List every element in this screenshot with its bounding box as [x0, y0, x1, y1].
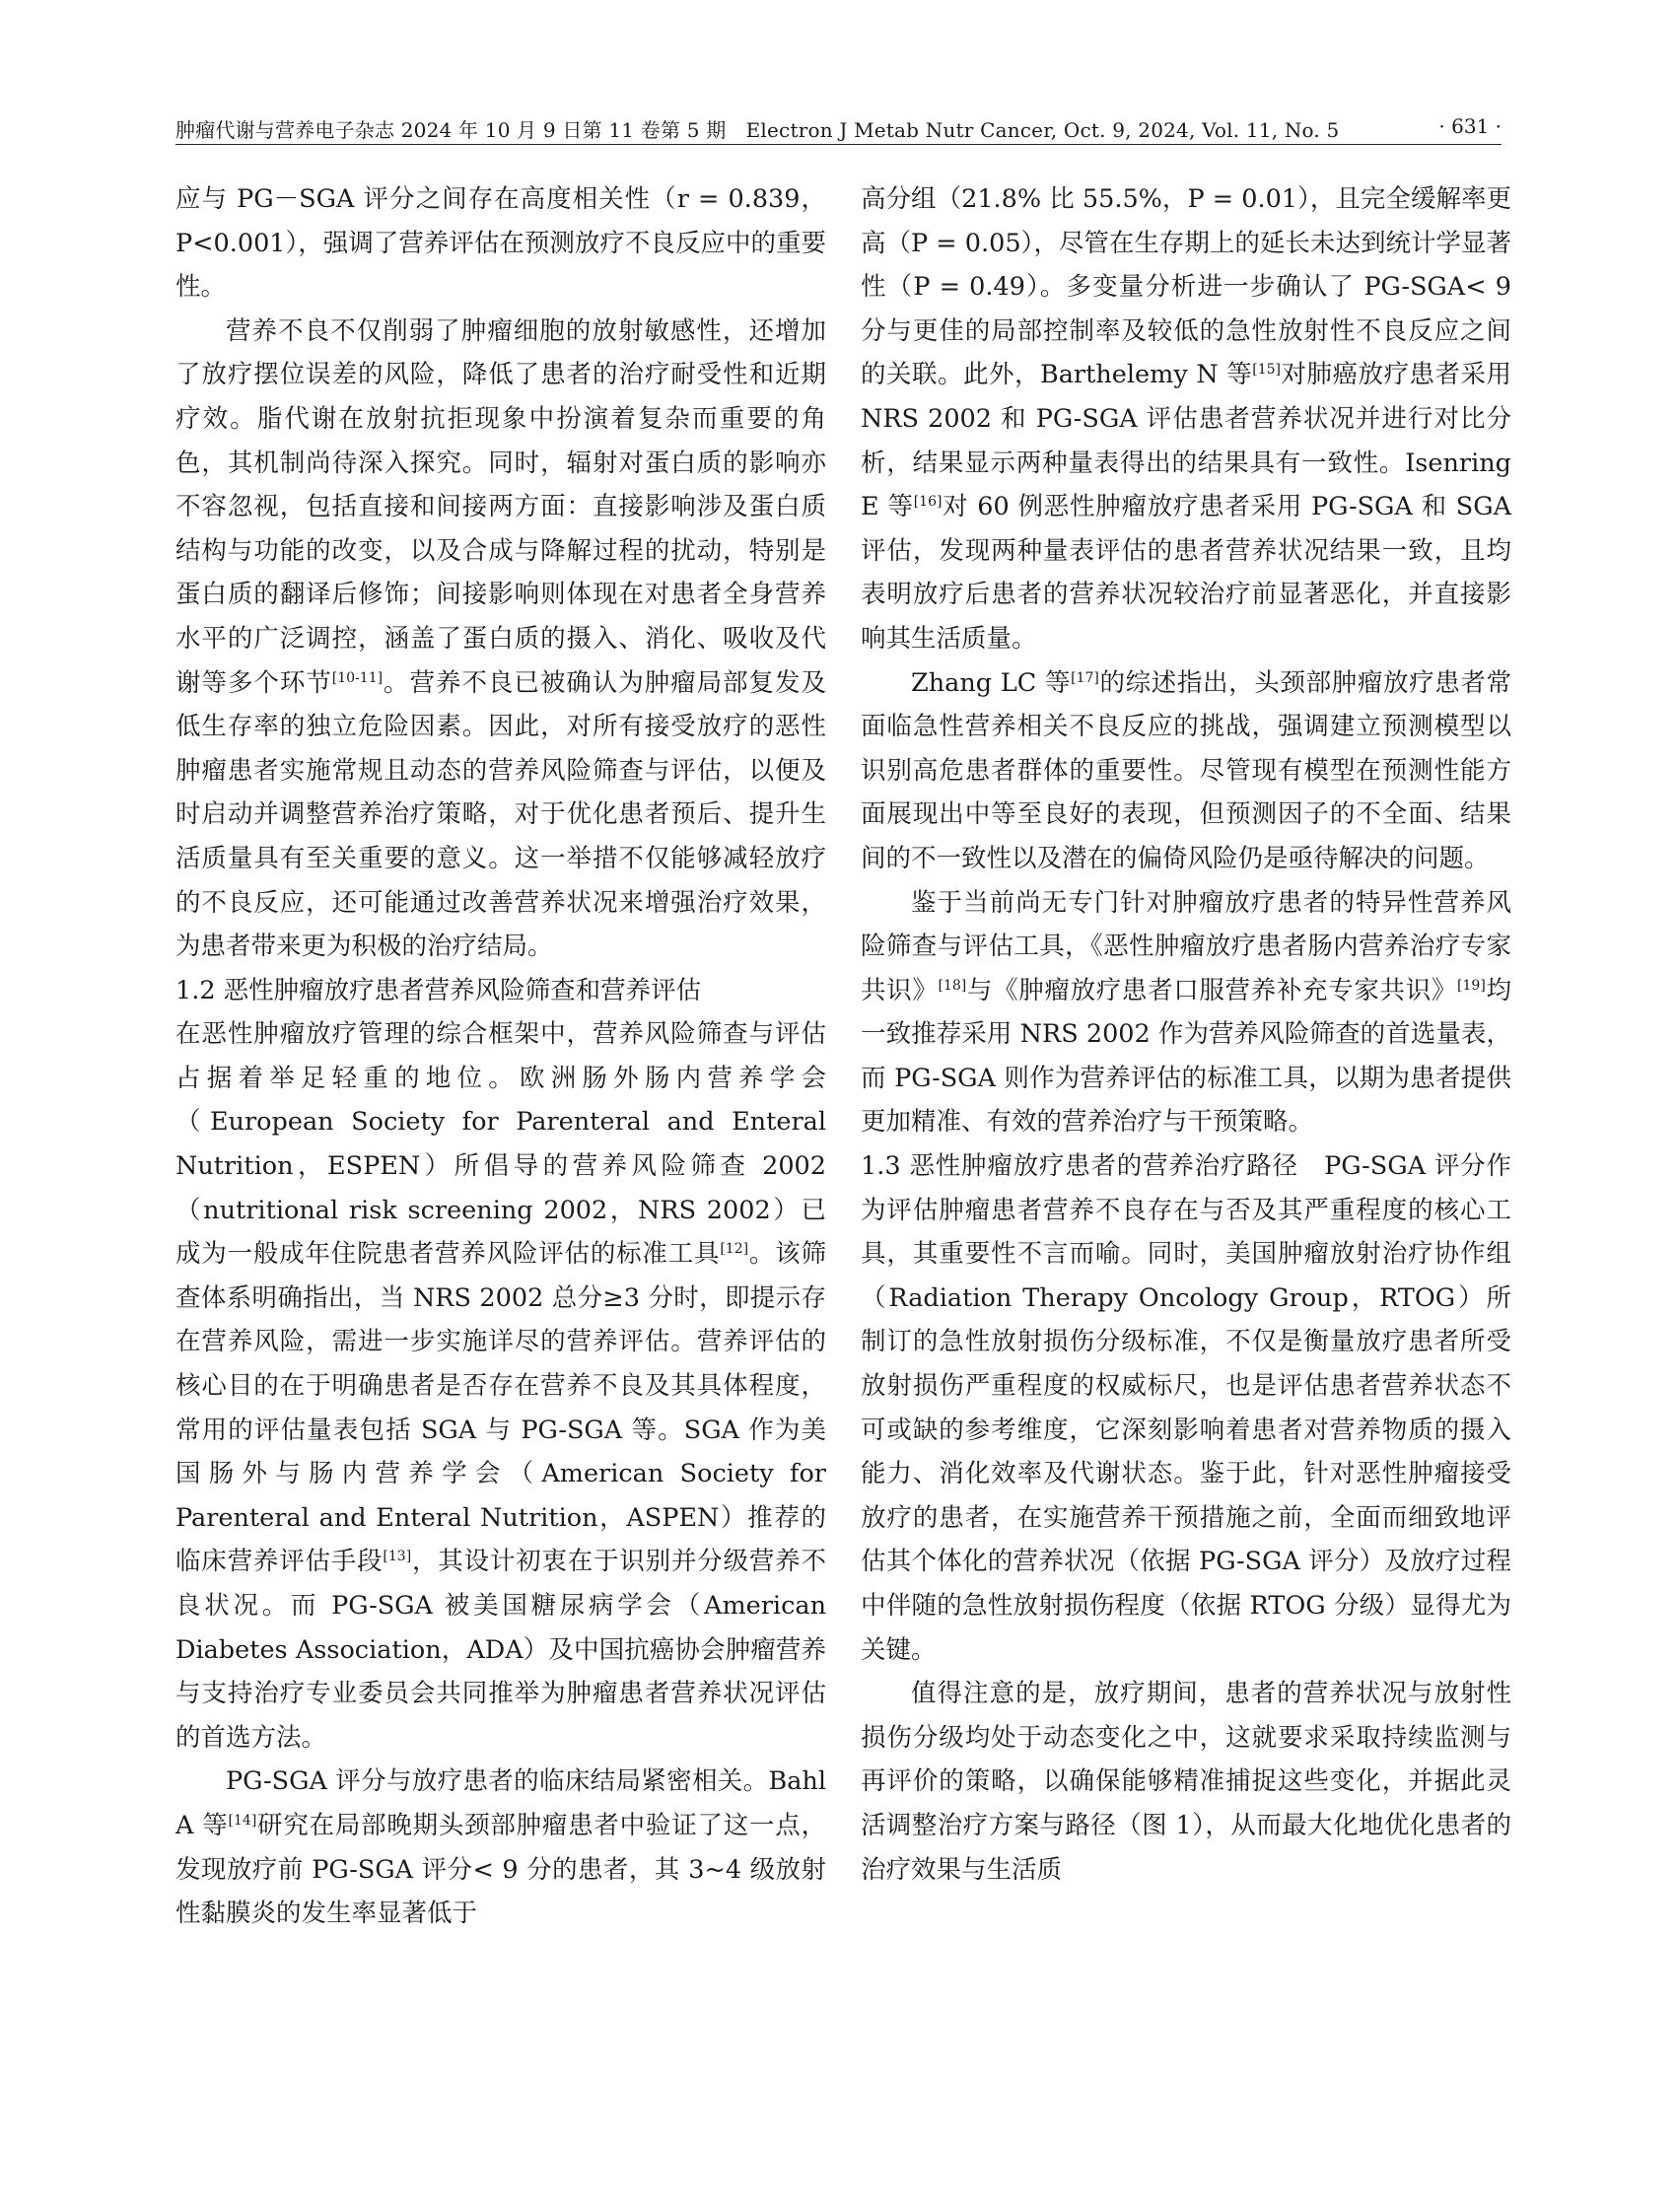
citation-ref: [12] — [720, 1241, 749, 1258]
citation-ref: [10-11] — [331, 669, 384, 686]
paragraph-text: 营养不良不仅削弱了肿瘤细胞的放射敏感性，还增加了放疗摆位误差的风险，降低了患者的治疗耐受性和近期疗效。脂代谢在放射抗拒现象中扮演着复杂而重要的角色，其机制尚待深入探究。同时，辐射对蛋白质的影响亦不容忽视，包括直接和间接两方面：直接影响涉及蛋白质结构与功能的改变，以及合成与降解过程的扰动，特别是蛋白质的翻译后修饰；间接影响则体现在对患者全身营养水平的广泛调控，涵盖了蛋白质的摄入、消化、吸收及代谢等多个环节 — [175, 315, 826, 698]
paragraph — [861, 661, 1511, 881]
paragraph-text: 对 60 例恶性肿瘤放疗患者采用 PG-SGA 和 SGA 评估，发现两种量表评估的患者营养状况结果一致，且均表明放疗后患者的营养状况较治疗前显著恶化，并直接影响其生活质量。 — [861, 492, 1511, 654]
paragraph — [175, 310, 826, 969]
paragraph-text: 鉴于当前尚无专门针对肿瘤放疗患者的特异性营养风险筛查与评估工具，《恶性肿瘤放疗患者肠内营养治疗专家共识》 — [861, 887, 1511, 1005]
paragraph-text: 均一致推荐采用 NRS 2002 作为营养风险筛查的首选量表，而 PG-SGA 则作为营养评估的标准工具，以期为患者提供更加精准、有效的营养治疗与干预策略。 — [861, 975, 1511, 1138]
paragraph-text: 研究在局部晚期头颈部肿瘤患者中验证了这一点，发现放疗前 PG-SGA 评分< 9 分的患者，其 3~4 级放射性黏膜炎的发生率显著低于 — [175, 1810, 826, 1929]
paragraph-text: PG-SGA 评分作为评估肿瘤患者营养不良存在与否及其严重程度的核心工具，其重要性不言而喻。同时，美国肿瘤放射治疗协作组（Radiation Therapy Oncology Group，RTOG）所制订的急性放射损伤分级标准，不仅是衡量放疗患者所受放射损伤严重程度的权威标尺，也是评估患者营养状态不可或缺的参考维度，它深刻影响着患者对营养物质的摄入能力、消化效率及代谢状态。鉴于此，针对恶性肿瘤接受放疗的患者，在实施营养干预措施之前，全面而细致地评估其个体化的营养状况（依据 PG-SGA 评分）及放疗过程中伴随的急性放射损伤程度（依据 RTOG 分级）显得尤为关键。 — [861, 1151, 1511, 1665]
right-column — [861, 177, 1511, 1892]
citation-ref: [14] — [228, 1812, 257, 1829]
paragraph: 应与 PG－SGA 评分之间存在高度相关性（r = 0.839，P<0.001），强调了营养评估在预测放疗不良反应中的重要性。 — [175, 184, 826, 303]
paragraph-text: 在恶性肿瘤放疗管理的综合框架中，营养风险筛查与评估占据着举足轻重的地位。欧洲肠外肠内营养学会（European Society for Parenteral and Enteral Nutrition，ESPEN）所倡导的营养风险筛查 2002（nutritional risk screening 2002，NRS 2002）已成为一般成年住院患者营养风险评估的标准工具 — [175, 1019, 826, 1270]
paragraph: 值得注意的是，放疗期间，患者的营养状况与放射性损伤分级均处于动态变化之中，这就要求采取持续监测与再评价的策略，以确保能够精准捕捉这些变化，并据此灵活调整治疗方案与路径（图 1），从而最大化地优化患者的治疗效果与生活质 — [861, 1679, 1511, 1885]
paragraph-text: Zhang LC 等 — [911, 667, 1072, 698]
citation-ref: [13] — [383, 1549, 412, 1565]
paragraph-text: ，其设计初衷在于识别并分级营养不良状况。而 PG-SGA 被美国糖尿病学会（American Diabetes Association，ADA）及中国抗癌协会肿瘤营养与支持治疗专业委员会共同推举为肿瘤患者营养状况评估的首选方法。 — [175, 1547, 826, 1753]
citation-ref: [18] — [938, 977, 967, 994]
section-heading-1-2: 1.2 恶性肿瘤放疗患者营养风险筛查和营养评估 — [175, 975, 702, 1005]
page-number: · 631 · — [1438, 114, 1502, 138]
paragraph — [175, 1012, 826, 1760]
citation-ref: [19] — [1457, 977, 1486, 994]
citation-ref: [16] — [913, 494, 943, 511]
paragraph — [861, 881, 1511, 1145]
paragraph — [861, 1144, 1511, 1672]
paragraph-text: 高分组（21.8% 比 55.5%，P = 0.01），且完全缓解率更高（P = 0.05），尽管在生存期上的延长未达到统计学显著性（P = 0.49）。多变量分析进一步确认了 PG-SGA< 9 分与更佳的局部控制率及较低的急性放射性不良反应之间的关联。此外，Barthelemy N 等 — [861, 184, 1511, 390]
citation-ref: [15] — [1252, 362, 1281, 379]
paragraph — [175, 1760, 826, 1935]
paragraph-text: 对肺癌放疗患者采用 NRS 2002 和 PG-SGA 评估患者营养状况并进行对比分析，结果显示两种量表得出的结果具有一致性。Isenring E 等 — [861, 360, 1511, 522]
paragraph-text: PG-SGA 评分与放疗患者的临床结局紧密相关。Bahl A 等 — [175, 1766, 826, 1840]
paragraph-text: 与《肿瘤放疗患者口服营养补充专家共识》 — [966, 975, 1458, 1005]
paragraph-text: 。该筛查体系明确指出，当 NRS 2002 总分≥3 分时，即提示存在营养风险，需进一步实施详尽的营养评估。营养评估的核心目的在于明确患者是否存在营养不良及其具体程度，常用的评估量表包括 SGA 与 PG-SGA 等。SGA 作为美国肠外与肠内营养学会（American Society for Parenteral and Enteral Nutrition，ASPEN）推荐的临床营养评估手段 — [175, 1239, 826, 1577]
journal-citation: 肿瘤代谢与营养电子杂志 2024 年 10 月 9 日第 11 卷第 5 期 Electron J Metab Nutr Cancer, Oct. 9, 2024, Vol. 11, No. 5 — [175, 118, 1340, 142]
section-heading-1-3: 1.3 恶性肿瘤放疗患者的营养治疗路径 — [861, 1151, 1298, 1182]
paragraph-text: 的综述指出，头颈部肿瘤放疗患者常面临急性营养相关不良反应的挑战，强调建立预测模型以识别高危患者群体的重要性。尽管现有模型在预测性能方面展现出中等至良好的表现，但预测因子的不全面、结果间的不一致性以及潜在的偏倚风险仍是亟待解决的问题。 — [861, 667, 1511, 873]
citation-ref: [17] — [1071, 669, 1099, 686]
paragraph — [861, 177, 1511, 661]
paragraph-text: 。营养不良已被确认为肿瘤局部复发及低生存率的独立危险因素。因此，对所有接受放疗的恶性肿瘤患者实施常规且动态的营养风险筛查与评估，以便及时启动并调整营养治疗策略，对于优化患者预后、提升生活质量具有至关重要的意义。这一举措不仅能够减轻放疗的不良反应，还可能通过改善营养状况来增强治疗效果，为患者带来更为积极的治疗结局。 — [175, 667, 826, 962]
left-column — [175, 177, 826, 1936]
running-header — [175, 110, 1502, 145]
